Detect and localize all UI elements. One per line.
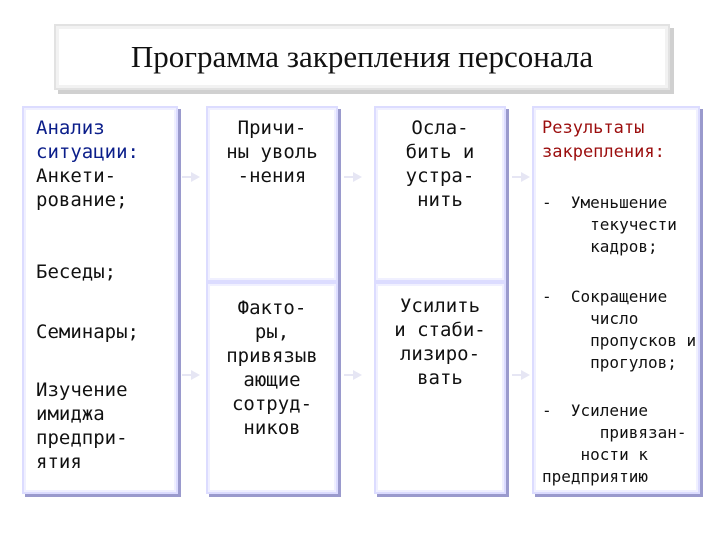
causes-box [206, 106, 338, 282]
arrow-col1-top [182, 176, 198, 178]
result-absences: - Сокращение число пропусков и прогулов; [542, 287, 697, 372]
retention-factors-text: Факто- ры, привязыв ающие сотруд- ников [226, 297, 318, 439]
strengthen-text: Усилить и стаби- лизиро- вать [394, 295, 486, 389]
causes-text: Причи- ны уволь -нения [226, 117, 318, 187]
result-turnover: - Уменьшение текучести кадров; [542, 193, 677, 256]
result-attachment: - Усиление привязан- ности к предприятию [542, 401, 687, 486]
arrow-col3-bottom [512, 374, 528, 376]
page-title: Программа закрепления персонала [54, 24, 670, 90]
results-box [532, 106, 700, 494]
analysis-heading: Анализ ситуации: [36, 117, 139, 163]
arrow-col2-bottom [344, 374, 360, 376]
retention-factors-box [206, 282, 338, 494]
weaken-text: Осла- бить и устра- нить [405, 117, 475, 211]
arrow-col3-top [512, 176, 528, 178]
analysis-item-conversations: Беседы; [36, 261, 117, 283]
analysis-box [22, 106, 178, 494]
strengthen-box [374, 282, 506, 494]
arrow-col1-bottom [182, 374, 198, 376]
weaken-box [374, 106, 506, 282]
arrow-col2-top [344, 176, 360, 178]
analysis-item-image-study: Изучение имиджа предпри- ятия [36, 379, 128, 473]
analysis-survey: Анкети- рование; [36, 165, 128, 211]
analysis-item-seminars: Семинары; [36, 321, 139, 343]
results-heading: Результаты закрепления: [542, 118, 665, 162]
